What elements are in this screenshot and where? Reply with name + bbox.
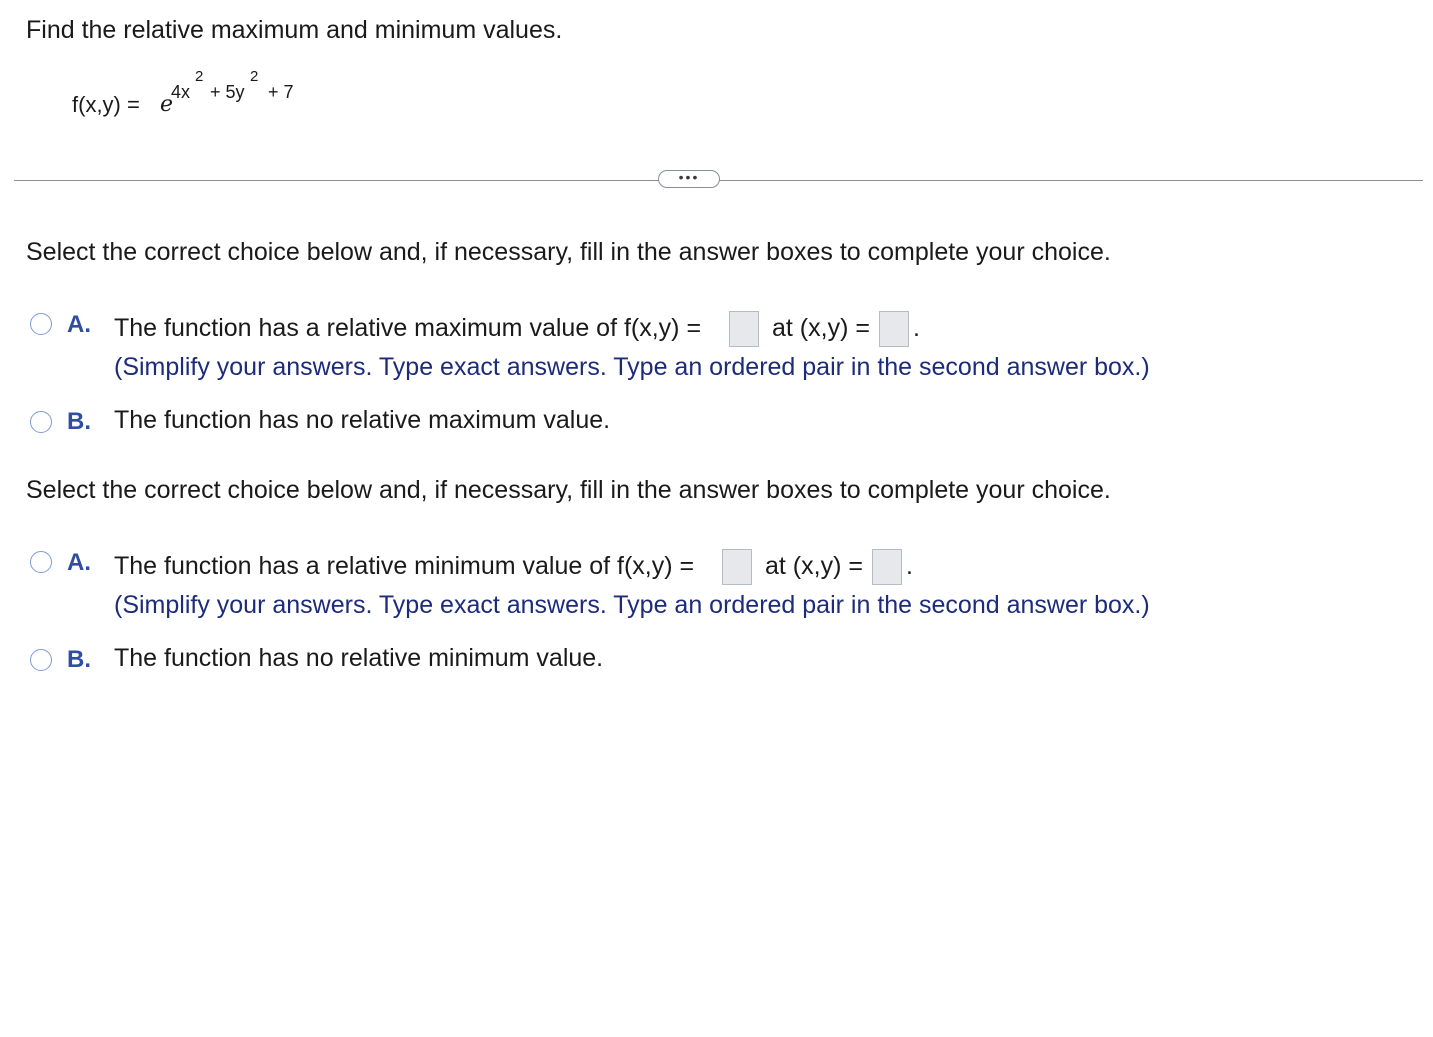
radio-min-a[interactable] xyxy=(30,551,52,573)
max-point-answer-box[interactable] xyxy=(879,311,909,347)
radio-min-b[interactable] xyxy=(30,649,52,671)
choice-text-max-b: The function has no relative maximum value. xyxy=(114,406,611,434)
choice-text-min-b: The function has no relative minimum value. xyxy=(114,644,604,672)
choice-text-max-a-middle: at (x,y) = xyxy=(772,314,870,342)
formula-exp-power2: 2 xyxy=(250,68,259,85)
formula-exp-power1: 2 xyxy=(195,68,204,85)
question-prompt: Find the relative maximum and minimum values. xyxy=(26,16,563,44)
hint-min-a: (Simplify your answers. Type exact answers. Type an ordered pair in the second answer box.) xyxy=(114,591,1150,619)
min-value-answer-box[interactable] xyxy=(722,549,752,585)
choice-text-min-a-middle: at (x,y) = xyxy=(765,552,863,580)
instruction-min: Select the correct choice below and, if necessary, fill in the answer boxes to complete your choice. xyxy=(26,476,1111,504)
expand-more-button[interactable]: ••• xyxy=(658,170,720,188)
instruction-max: Select the correct choice below and, if necessary, fill in the answer boxes to complete your choice. xyxy=(26,238,1111,266)
choice-text-min-a-before: The function has a relative minimum value of f(x,y) = xyxy=(114,552,695,580)
choice-text-min-a-after: . xyxy=(906,552,913,580)
radio-max-b[interactable] xyxy=(30,411,52,433)
hint-max-a: (Simplify your answers. Type exact answers. Type an ordered pair in the second answer box.) xyxy=(114,353,1150,381)
choice-letter-max-a: A. xyxy=(67,311,91,338)
radio-max-a[interactable] xyxy=(30,313,52,335)
formula-base-e: e xyxy=(160,92,174,117)
choice-text-max-a-after: . xyxy=(913,314,920,342)
formula-exp-term2: + 5y xyxy=(210,82,245,102)
max-value-answer-box[interactable] xyxy=(729,311,759,347)
formula-exp-term3: + 7 xyxy=(268,82,294,102)
formula-lhs: f(x,y) = xyxy=(72,92,140,117)
formula-exp-term1: 4x xyxy=(171,82,191,102)
choice-letter-max-b: B. xyxy=(67,408,91,435)
min-point-answer-box[interactable] xyxy=(872,549,902,585)
choice-letter-min-b: B. xyxy=(67,646,91,673)
choice-letter-min-a: A. xyxy=(67,549,91,576)
choice-text-max-a-before: The function has a relative maximum value of f(x,y) = xyxy=(114,314,702,342)
